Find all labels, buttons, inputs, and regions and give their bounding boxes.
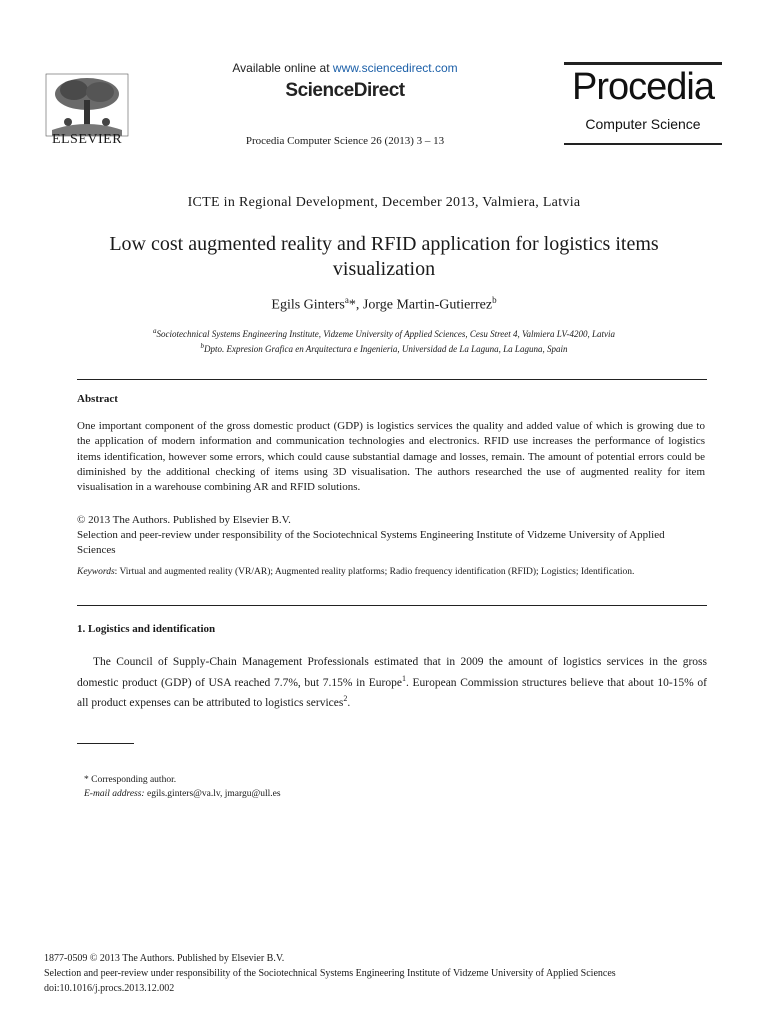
body-paragraph xyxy=(77,654,707,711)
sciencedirect-link[interactable]: www.sciencedirect.com xyxy=(332,61,458,75)
citation-2[interactable]: 2 xyxy=(343,693,348,703)
footnote-rule xyxy=(77,743,134,744)
body-text-2: . European Commission structures believe that about 10-15% of all product expenses can be attributed to logistics services xyxy=(77,676,707,709)
email-addresses[interactable]: egils.ginters@va.lv, jmargu@ull.es xyxy=(144,789,281,799)
email-label: E-mail address: xyxy=(84,789,145,799)
author-1: Egils Ginters xyxy=(271,297,345,313)
publisher-name: ELSEVIER xyxy=(51,132,123,147)
procedia-logo: Procedia xyxy=(572,66,714,108)
section-heading: 1. Logistics and identification xyxy=(77,623,216,635)
body-text-1: The Council of Supply-Chain Management Professionals estimated that in 2009 the amount of logistics services in the gross domestic product (GDP) of USA reached 7.7%, but 7.15% in Europe xyxy=(77,656,707,689)
body-text-3: . xyxy=(347,696,351,709)
footer-doi[interactable]: doi:10.1016/j.procs.2013.12.002 xyxy=(44,983,175,994)
procedia-subtitle: Computer Science xyxy=(585,116,701,132)
abstract-text: One important component of the gross domestic product (GDP) is logistics services the quality and added value of which is growing due to the application of modern information and communication technologies and electronics. RFID use increases the performance of logistics items identification, however some errors, which could cause substantial damage and losses, remain. The amount of potential errors could be diminished by the additional checking of items using 3D visualisation. The authors researched the use of augmented reality for item visualisation in a warehouse combining AR and RFID solutions. xyxy=(77,420,705,494)
author-2-affiliation: b xyxy=(492,295,497,305)
copyright-line: © 2013 The Authors. Published by Elsevier B.V. xyxy=(77,514,291,526)
author-2: Jorge Martin-Gutierrez xyxy=(362,297,493,313)
keywords-text: : Virtual and augmented reality (VR/AR); Augmented reality platforms; Radio frequency identification (RFID); Logistics; Identification. xyxy=(114,567,635,577)
affiliation-b xyxy=(60,342,708,354)
available-online xyxy=(200,61,490,75)
affiliation-b-text: Dpto. Expresion Grafica en Arquitectura e Ingenieria, Universidad de La Laguna, La Laguna, Spain xyxy=(204,344,568,354)
citation-1[interactable]: 1 xyxy=(401,673,406,683)
author-list xyxy=(60,295,708,314)
affiliation-a xyxy=(60,327,708,339)
footer-issn: 1877-0509 © 2013 The Authors. Published by Elsevier B.V. xyxy=(44,953,285,964)
sciencedirect-logo: ScienceDirect xyxy=(285,80,405,101)
abstract-heading: Abstract xyxy=(77,393,118,405)
keywords xyxy=(77,565,705,579)
affiliation-a-text: Sociotechnical Systems Engineering Institute, Vidzeme University of Applied Sciences, Cesu Street 4, Valmiera LV-4200, Latvia xyxy=(156,329,615,339)
available-prefix: Available online at xyxy=(232,61,333,75)
affiliation-a-mark: a xyxy=(153,327,157,335)
conference-name: ICTE in Regional Development, December 2013, Valmiera, Latvia xyxy=(187,195,581,210)
corresponding-mark: *, xyxy=(348,297,363,313)
copyright-block xyxy=(77,513,705,558)
journal-reference: Procedia Computer Science 26 (2013) 3 – 13 xyxy=(245,135,445,147)
abstract-bottom-rule xyxy=(77,605,707,606)
email-note xyxy=(84,789,281,799)
footer-selection: Selection and peer-review under responsibility of the Sociotechnical Systems Engineering Institute of Vidzeme University of Applied Sciences xyxy=(44,968,616,979)
keywords-label: Keywords xyxy=(77,567,115,577)
abstract-top-rule xyxy=(77,379,707,380)
corresponding-author-note: * Corresponding author. xyxy=(84,775,177,785)
selection-line: Selection and peer-review under responsibility of the Sociotechnical Systems Engineering Institute of Vidzeme University of Applied Sciences xyxy=(77,529,665,556)
author-1-affiliation: a xyxy=(344,295,349,305)
affiliation-b-mark: b xyxy=(200,342,205,350)
paper-title: Low cost augmented reality and RFID application for logistics items visualization xyxy=(109,233,659,280)
